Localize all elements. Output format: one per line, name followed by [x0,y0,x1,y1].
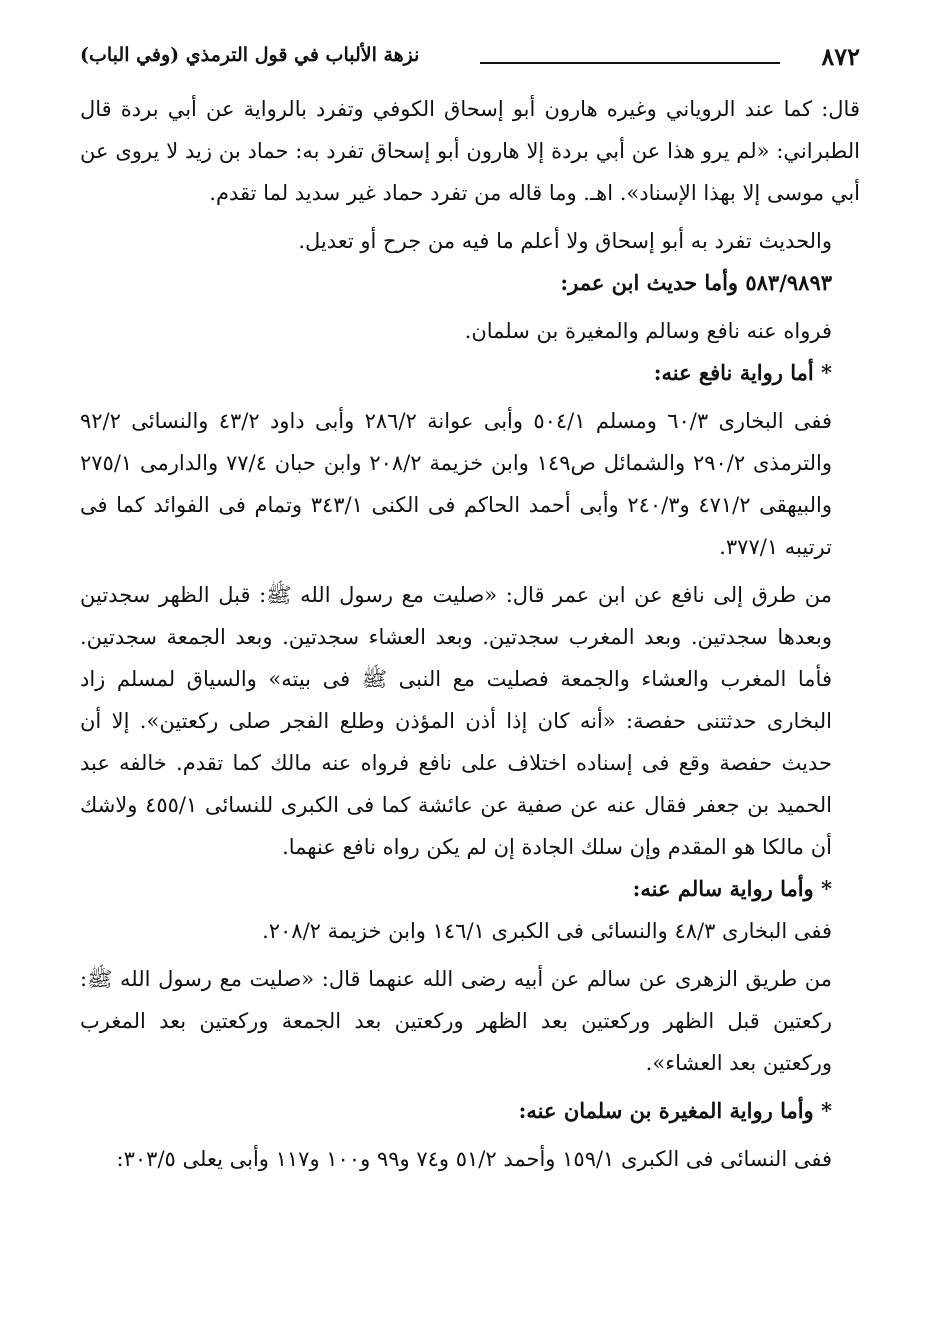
header-rule [480,62,780,64]
page-number: ٨٧٢ [821,42,860,71]
section-heading-ibn-umar: ٥٨٣/٩٨٩٣ وأما حديث ابن عمر: [560,270,832,295]
subheading-mughira: * وأما رواية المغيرة بن سلمان عنه: [518,1098,832,1123]
subheading-nafi: * أما رواية نافع عنه: [653,360,832,385]
subheading-salim: * وأما رواية سالم عنه: [632,876,832,901]
paragraph-7: من طريق الزهرى عن سالم عن أبيه رضى الله عنهما قال: «صليت مع رسول الله ﷺ: ركعتين قبل الظهر وركعتين بعد الظهر وركعتين بعد الجمعة وركعتين بعد المغرب وركعتين بعد العشاء». [80,967,832,1075]
paragraph-6: ففى البخارى ٤٨/٣ والنسائى فى الكبرى ١٤٦/١ وابن خزيمة ٢٠٨/٢. [262,919,832,943]
paragraph-2: والحديث تفرد به أبو إسحاق ولا أعلم ما فيه من جرح أو تعديل. [298,229,832,253]
page-header [80,40,860,80]
paragraph-5: من طرق إلى نافع عن ابن عمر قال: «صليت مع رسول الله ﷺ: قبل الظهر سجدتين وبعدها سجدتين. وبعد المغرب سجدتين. وبعد العشاء سجدتين. وبعد الجمعة سجدتين. فأما المغرب والعشاء والجمعة فصليت مع النبى ﷺ فى بيته» والسياق لمسلم زاد البخارى حدثتنى حفصة: «أنه كان إذا أذن المؤذن وطلع الفجر صلى ركعتين». إلا أن حديث حفصة وقع فى إسناده اختلاف على نافع فرواه عنه مالك كما تقدم. خالفه عبد الحميد بن جعفر فقال عنه عن صفية عن عائشة كما فى الكبرى للنسائى ٤٥٥/١ ولاشك أن مالكا هو المقدم وإن سلك الجادة إن لم يكن رواه نافع عنهما. [80,583,832,859]
paragraph-8: ففى النسائى فى الكبرى ١٥٩/١ وأحمد ٥١/٢ و٧٤ و٩٩ و١٠٠ و١١٧ وأبى يعلى ٣٠٣/٥: [116,1147,832,1171]
running-title: نزهة الألباب في قول الترمذي (وفي الباب) [80,44,420,66]
paragraph-4: ففى البخارى ٦٠/٣ ومسلم ٥٠٤/١ وأبى عوانة ٢٨٦/٢ وأبى داود ٤٣/٢ والنسائى ٩٢/٢ والترمذى ٢٩٠/٢ والشمائل ص١٤٩ وابن خزيمة ٢٠٨/٢ وابن حبان ٧٧/٤ والدارمى ٢٧٥/١ والبيهقى ٤٧١/٢ و٢٤٠/٣ وأبى أحمد الحاكم فى الكنى ٣٤٣/١ وتمام فى الفوائد كما فى ترتيبه ٣٧٧/١. [80,409,833,559]
paragraph-3: فرواه عنه نافع وسالم والمغيرة بن سلمان. [464,319,832,343]
page-body [80,88,860,1180]
paragraph-1: قال: كما عند الروياني وغيره هارون أبو إسحاق الكوفي وتفرد بالرواية عن أبي بردة قال الطبراني: «لم يرو هذا عن أبي بردة إلا هارون أبو إسحاق تفرد به: حماد بن زيد لا يروى عن أبي موسى إلا بهذا الإسناد». اهـ. وما قاله من تفرد حماد غير سديد لما تقدم. [80,97,860,205]
